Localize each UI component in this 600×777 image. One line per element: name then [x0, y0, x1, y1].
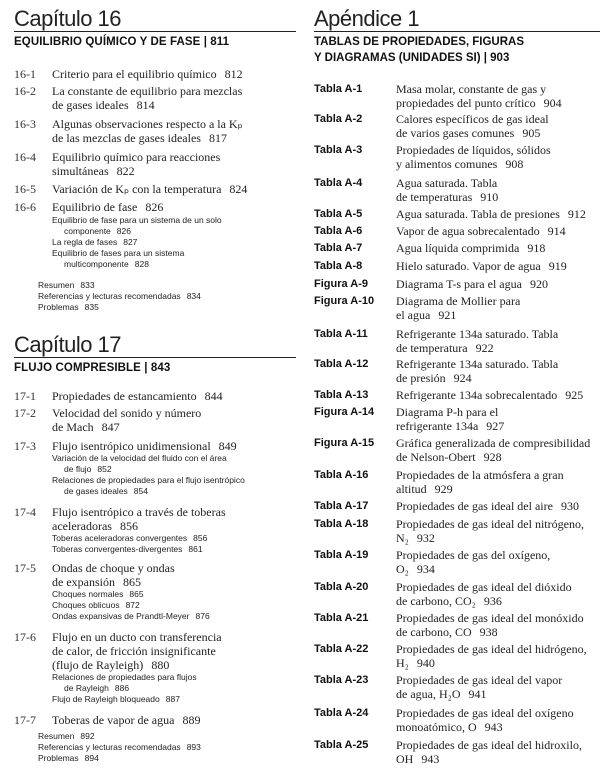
page-number: 932: [416, 531, 435, 545]
appendix-entry-label: Tabla A-24: [314, 707, 369, 719]
subsection-list: [52, 672, 197, 705]
page-number: 812: [224, 67, 243, 81]
page-number: 943: [421, 752, 440, 766]
page-number: 849: [218, 439, 237, 453]
appendix-entry-title: Propiedades de gas ideal del hidrógeno, H₂ 940: [396, 642, 587, 670]
appendix-entry-title: Propiedades de gas ideal del aire 930: [396, 499, 579, 513]
section-title: La constante de equilibrio para mezclas de gases ideales 814: [52, 84, 243, 112]
page-number: 943: [484, 720, 503, 734]
end-item[interactable]: Referencias y lecturas recomendadas 834: [38, 291, 201, 301]
appendix-entry-title: Propiedades de gas ideal del dióxido de carbono, CO₂ 936: [396, 580, 572, 608]
page-number: 930: [560, 499, 579, 513]
appendix-label: Apéndice 1: [314, 6, 420, 31]
appendix-entry-title: Propiedades de la atmósfera a gran altitud 929: [396, 468, 564, 496]
subsection-item[interactable]: Relaciones de propiedades para el flujo isentrópico de gases ideales 854: [52, 475, 245, 496]
appendix-entry-label: Tabla A-2: [314, 113, 363, 125]
appendix-entry-title: Hielo saturado. Vapor de agua 919: [396, 259, 567, 273]
appendix-entry-title: Propiedades de líquidos, sólidos y alimentos comunes 908: [396, 143, 551, 171]
page-number: 847: [101, 420, 120, 434]
subsection-item[interactable]: Variación de la velocidad del fluido con el área de flujo 852: [52, 453, 227, 474]
page-number: 925: [565, 388, 584, 402]
appendix-entry-label: Tabla A-6: [314, 225, 363, 237]
page-number: 905: [522, 126, 541, 140]
page-number: 814: [136, 98, 155, 112]
appendix-entry-label: Tabla A-3: [314, 144, 363, 156]
appendix-entry-label: Figura A-14: [314, 406, 375, 418]
page-number: 914: [547, 224, 566, 238]
appendix-entry-label: Tabla A-4: [314, 177, 363, 189]
page-number: 912: [567, 207, 586, 221]
appendix-entry-label: Figura A-10: [314, 295, 375, 307]
appendix-entry-title: Agua líquida comprimida 918: [396, 241, 546, 255]
section-title: Toberas de vapor de agua 889: [52, 713, 201, 727]
section-number: 16-4: [14, 150, 36, 164]
appendix-entry-title: Refrigerante 134a sobrecalentado 925: [396, 388, 584, 402]
appendix-entry-label: Tabla A-17: [314, 500, 369, 512]
subsection-item[interactable]: Flujo de Rayleigh bloqueado 887: [52, 694, 180, 704]
subsection-list: [52, 533, 207, 555]
page-number: 904: [543, 96, 562, 110]
appendix-title-line-1: TABLAS DE PROPIEDADES, FIGURAS: [314, 36, 524, 48]
end-item[interactable]: Resumen 892: [38, 731, 95, 741]
subsection-list: [52, 215, 222, 270]
page-number: 822: [116, 164, 135, 178]
section-title: Flujo en un ducto con transferencia de calor, de fricción insignificante (flujo de Rayleigh) 880: [52, 630, 222, 672]
section-title: Flujo isentrópico a través de toberas aceleradoras 856: [52, 505, 226, 533]
subsection-item[interactable]: Choques oblicuos 872: [52, 600, 140, 610]
section-title: Velocidad del sonido y número de Mach 847: [52, 406, 202, 434]
appendix-entry-label: Tabla A-16: [314, 469, 369, 481]
subsection-item[interactable]: Relaciones de propiedades para flujos de Rayleigh 886: [52, 672, 197, 693]
section-title: Equilibrio de fase 826: [52, 200, 164, 214]
appendix-entry-label: Tabla A-19: [314, 549, 369, 561]
appendix-entry-title: Refrigerante 134a saturado. Tabla de temperatura 922: [396, 327, 559, 355]
appendix-entry-title: Propiedades de gas ideal del vapor de agua, H₂O 941: [396, 673, 563, 701]
appendix-rule: [314, 31, 600, 32]
page-number: 826: [145, 200, 164, 214]
section-number: 17-3: [14, 439, 36, 453]
end-item[interactable]: Problemas 835: [38, 302, 99, 312]
chapter-16-rule: [14, 31, 296, 32]
page-number: 817: [208, 131, 227, 145]
chapter-17-rule: [14, 357, 296, 358]
subsection-item[interactable]: Equilibrio de fases para un sistema multicomponente 828: [52, 248, 185, 269]
appendix-entry-title: Calores específicos de gas ideal de varios gases comunes 905: [396, 112, 549, 140]
appendix-entry-label: Tabla A-21: [314, 612, 369, 624]
page-number: 921: [438, 308, 457, 322]
appendix-entry-label: Tabla A-22: [314, 643, 369, 655]
section-number: 17-5: [14, 561, 36, 575]
appendix-entry-label: Tabla A-5: [314, 208, 363, 220]
page-number: 919: [548, 259, 567, 273]
appendix-entry-label: Figura A-9: [314, 278, 368, 290]
appendix-entry-label: Tabla A-11: [314, 328, 368, 340]
page-number: 844: [204, 389, 223, 403]
appendix-entry-label: Figura A-15: [314, 437, 375, 449]
appendix-entry-label: Tabla A-12: [314, 358, 369, 370]
section-number: 17-7: [14, 713, 36, 727]
appendix-entry-title: Propiedades de gas ideal del nitrógeno, N₂ 932: [396, 517, 584, 545]
chapter-16-title: EQUILIBRIO QUÍMICO Y DE FASE | 811: [14, 36, 230, 48]
page-number: 936: [483, 594, 502, 608]
page-number: 938: [479, 625, 498, 639]
section-number: 16-6: [14, 200, 36, 214]
page-number: 928: [483, 450, 502, 464]
subsection-item[interactable]: Toberas aceleradoras convergentes 856: [52, 533, 208, 543]
section-title: Ondas de choque y ondas de expansión 865: [52, 561, 175, 589]
page-number: 856: [119, 519, 138, 533]
end-item[interactable]: Referencias y lecturas recomendadas 893: [38, 742, 201, 752]
appendix-entry-label: Tabla A-25: [314, 739, 369, 751]
appendix-entry-title: Propiedades de gas ideal del oxígeno monoatómico, O 943: [396, 706, 574, 734]
appendix-entry-title: Diagrama P-h para el refrigerante 134a 927: [396, 405, 505, 433]
appendix-entry-title: Vapor de agua sobrecalentado 914: [396, 224, 566, 238]
section-title: Variación de Kₚ con la temperatura 824: [52, 182, 248, 196]
appendix-entry-label: Tabla A-20: [314, 581, 369, 593]
appendix-entry-label: Tabla A-7: [314, 242, 363, 254]
section-number: 17-2: [14, 406, 36, 420]
section-title: Propiedades de estancamiento 844: [52, 389, 223, 403]
appendix-entry-label: Tabla A-13: [314, 389, 369, 401]
appendix-entry-title: Masa molar, constante de gas y propiedades del punto crítico 904: [396, 82, 562, 110]
page-number: 908: [505, 157, 524, 171]
appendix-entry-label: Tabla A-8: [314, 260, 363, 272]
page-number: 918: [527, 241, 546, 255]
chapter-end-list: [38, 731, 201, 764]
subsection-item[interactable]: Choques normales 865: [52, 589, 144, 599]
page-number: 934: [416, 562, 435, 576]
subsection-list: [52, 453, 245, 497]
page-number: 927: [486, 419, 505, 433]
page-number: 924: [453, 371, 472, 385]
page-number: 941: [468, 687, 487, 701]
end-item[interactable]: Resumen 833: [38, 280, 95, 290]
appendix-entry-title: Agua saturada. Tabla de presiones 912: [396, 207, 586, 221]
section-title: Criterio para el equilibrio químico 812: [52, 67, 243, 81]
appendix-entry-label: Tabla A-18: [314, 518, 369, 530]
appendix-entry-title: Agua saturada. Tabla de temperaturas 910: [396, 176, 499, 204]
subsection-item[interactable]: Toberas convergentes-divergentes 861: [52, 544, 203, 554]
page-number: 865: [122, 575, 141, 589]
section-number: 16-1: [14, 67, 36, 81]
subsection-item[interactable]: Ondas expansivas de Prandtl-Meyer 876: [52, 611, 210, 621]
appendix-entry-title: Diagrama de Mollier para el agua 921: [396, 294, 521, 322]
end-item[interactable]: Problemas 894: [38, 753, 99, 763]
subsection-list: [52, 589, 210, 622]
page-number: 920: [529, 277, 548, 291]
page-number: 922: [475, 341, 494, 355]
page-number: 929: [434, 482, 453, 496]
appendix-entry-title: Propiedades de gas ideal del hidroxilo, OH 943: [396, 738, 582, 766]
section-title: Equilibrio químico para reacciones simultáneas 822: [52, 150, 221, 178]
chapter-end-list: [38, 280, 201, 313]
subsection-item[interactable]: La regla de fases 827: [52, 237, 138, 247]
appendix-entry-title: Refrigerante 134a saturado. Tabla de presión 924: [396, 357, 559, 385]
subsection-item[interactable]: Equilibrio de fase para un sistema de un solo componente 826: [52, 215, 222, 236]
page-number: 940: [416, 656, 435, 670]
section-number: 17-1: [14, 389, 36, 403]
appendix-entry-label: Tabla A-23: [314, 674, 369, 686]
chapter-16-label: Capítulo 16: [14, 6, 122, 31]
section-number: 17-6: [14, 630, 36, 644]
section-number: 17-4: [14, 505, 36, 519]
appendix-title-line-2: Y DIAGRAMAS (UNIDADES SI) | 903: [314, 52, 510, 64]
page-number: 824: [229, 182, 248, 196]
section-number: 16-2: [14, 84, 36, 98]
appendix-entry-label: Tabla A-1: [314, 83, 363, 95]
appendix-entry-title: Propiedades de gas del oxígeno, O₂ 934: [396, 548, 551, 576]
appendix-entry-title: Gráfica generalizada de compresibilidad de Nelson-Obert 928: [396, 436, 591, 464]
section-number: 16-5: [14, 182, 36, 196]
page-number: 889: [182, 713, 201, 727]
chapter-17-label: Capítulo 17: [14, 332, 122, 357]
appendix-entry-title: Propiedades de gas ideal del monóxido de carbono, CO 938: [396, 611, 584, 639]
section-title: Algunas observaciones respecto a la Kₚ de las mezclas de gases ideales 817: [52, 117, 243, 145]
appendix-entry-title: Diagrama T-s para el agua 920: [396, 277, 548, 291]
chapter-17-title: FLUJO COMPRESIBLE | 843: [14, 362, 171, 374]
page-number: 880: [151, 658, 170, 672]
page-number: 910: [480, 190, 499, 204]
section-title: Flujo isentrópico unidimensional 849: [52, 439, 237, 453]
section-number: 16-3: [14, 117, 36, 131]
